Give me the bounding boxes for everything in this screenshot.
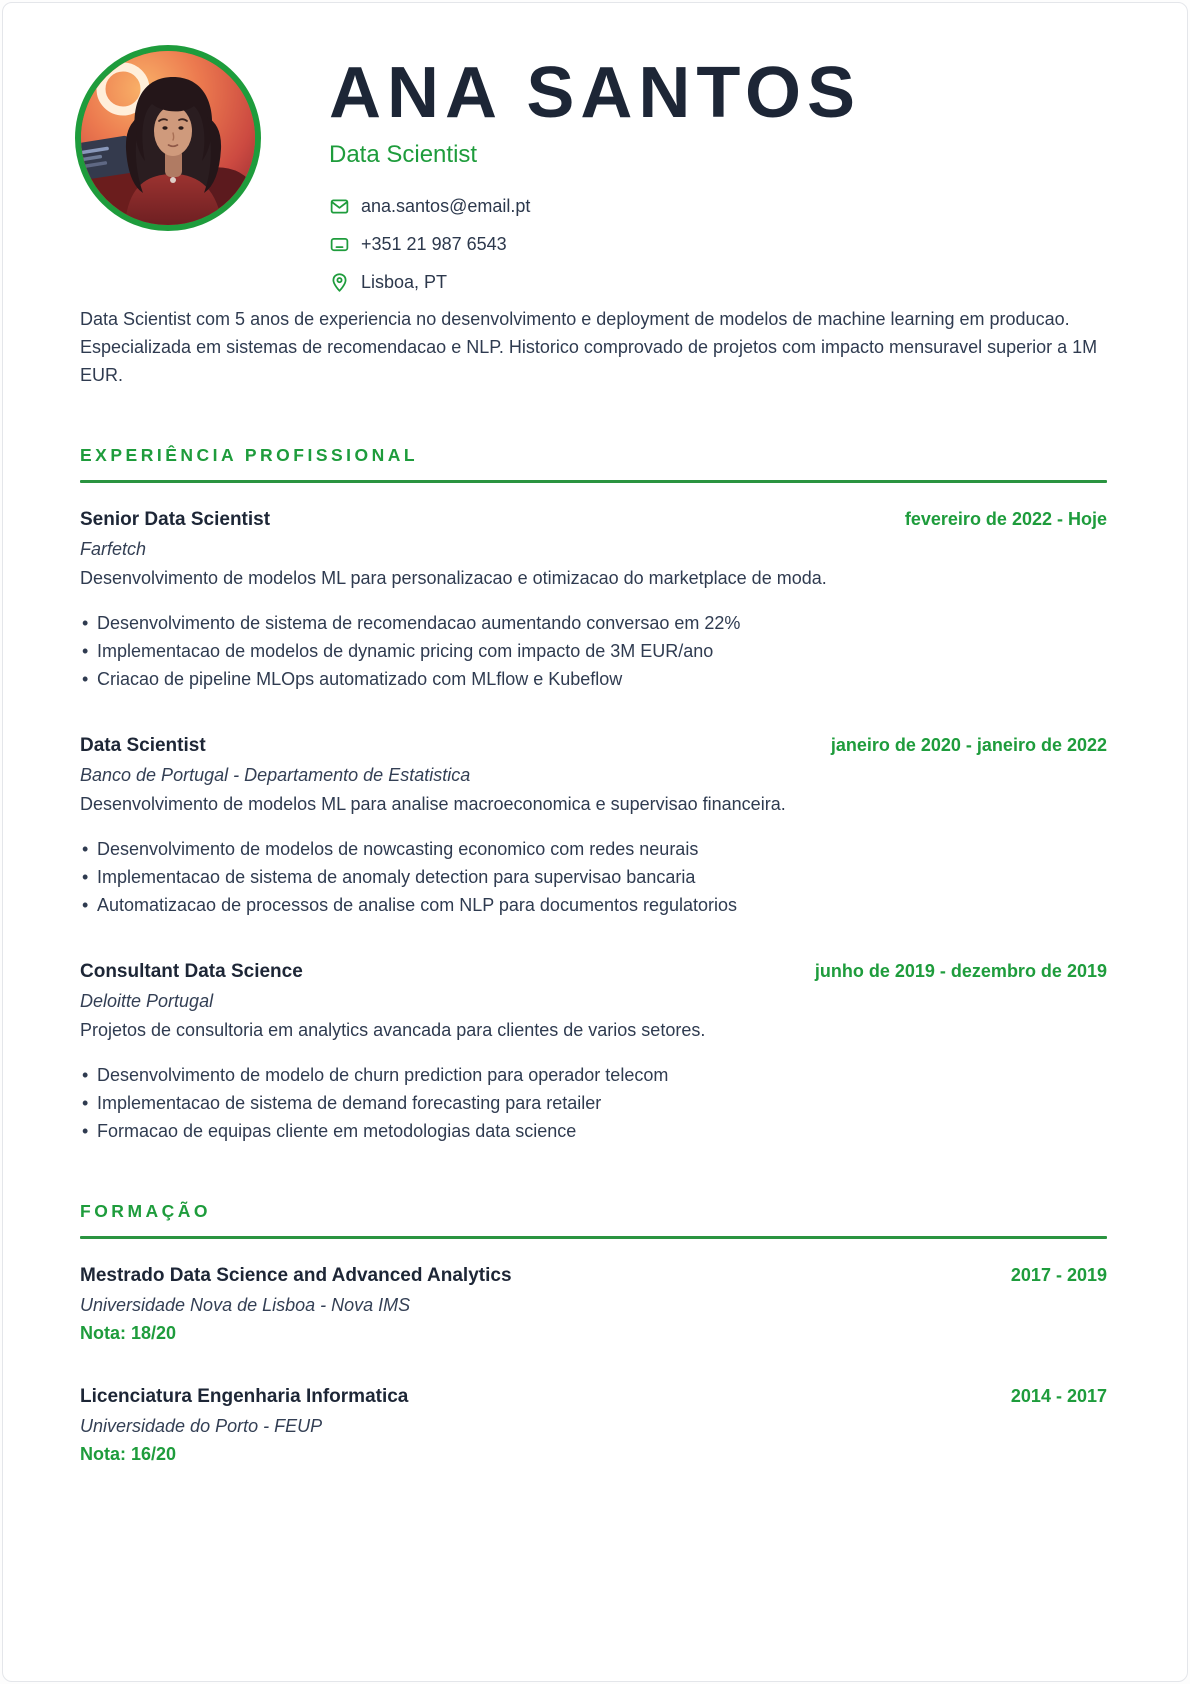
resume-page xyxy=(2,2,1188,1682)
job-bullet-list xyxy=(80,609,1107,693)
job-bullet: • Implementacao de modelos de dynamic pricing com impacto de 3M EUR/ano xyxy=(80,637,1107,665)
job-company: Banco de Portugal - Departamento de Estatistica xyxy=(80,765,471,785)
contact-phone xyxy=(329,234,861,255)
portrait-illustration xyxy=(81,51,255,225)
phone-icon xyxy=(329,234,350,255)
contact-location-text: Lisboa, PT xyxy=(361,272,448,292)
education-entry xyxy=(80,1386,1107,1465)
job-role: Data Scientist xyxy=(80,735,206,756)
email-icon xyxy=(329,196,350,217)
job-entry-head xyxy=(80,961,1107,983)
job-description: Desenvolvimento de modelos ML para personalizacao e otimizacao do marketplace de moda. xyxy=(80,568,827,588)
summary-text: Data Scientist com 5 anos de experiencia no desenvolvimento e deployment de modelos de machine learning em producao. Especializada em sistemas de recomendacao e NLP. Historico comprovado de projetos com impacto mensuravel superior a 1M EUR. xyxy=(80,309,1098,385)
contact-list xyxy=(329,196,861,293)
education-dates: 2017 - 2019 xyxy=(1010,1265,1107,1285)
job-entry xyxy=(80,509,1107,693)
education-entry-head xyxy=(80,1386,1107,1408)
experience-section xyxy=(80,445,1107,1145)
contact-location xyxy=(329,272,861,293)
job-description: Desenvolvimento de modelos ML para analise macroeconomica e supervisao financeira. xyxy=(80,794,786,814)
job-entry xyxy=(80,735,1107,919)
contact-email xyxy=(329,196,861,217)
job-bullet: • Implementacao de sistema de demand forecasting para retailer xyxy=(80,1089,1107,1117)
job-company: Farfetch xyxy=(80,539,147,559)
education-entry xyxy=(80,1265,1107,1344)
job-entry xyxy=(80,961,1107,1145)
job-bullet-list xyxy=(80,835,1107,919)
experience-section-divider xyxy=(80,480,1107,483)
job-bullet: • Desenvolvimento de modelos de nowcasting economico com redes neurais xyxy=(80,835,1107,863)
contact-phone-text: +351 21 987 6543 xyxy=(361,234,507,254)
education-dates: 2014 - 2017 xyxy=(1010,1386,1107,1406)
education-degree: Mestrado Data Science and Advanced Analytics xyxy=(80,1265,512,1286)
job-bullet: • Desenvolvimento de sistema de recomendacao aumentando conversao em 22% xyxy=(80,609,1107,637)
job-bullet: • Formacao de equipas cliente em metodologias data science xyxy=(80,1117,1107,1145)
header-text-block xyxy=(329,45,861,293)
education-grade: Nota: 18/20 xyxy=(80,1323,177,1343)
education-section xyxy=(80,1201,1107,1465)
job-role: Consultant Data Science xyxy=(80,961,303,982)
job-dates: janeiro de 2020 - janeiro de 2022 xyxy=(830,735,1107,755)
job-entry-head xyxy=(80,735,1107,757)
education-grade: Nota: 16/20 xyxy=(80,1444,177,1464)
job-dates: fevereiro de 2022 - Hoje xyxy=(904,509,1107,529)
education-degree: Licenciatura Engenharia Informatica xyxy=(80,1386,409,1407)
job-company: Deloitte Portugal xyxy=(80,991,214,1011)
job-bullet: • Criacao de pipeline MLOps automatizado com MLflow e Kubeflow xyxy=(80,665,1107,693)
education-entry-head xyxy=(80,1265,1107,1287)
education-section-title: FORMAÇÃO xyxy=(80,1201,212,1221)
profile-photo xyxy=(75,45,261,231)
location-icon xyxy=(329,272,350,293)
job-bullet: • Implementacao de sistema de anomaly detection para supervisao bancaria xyxy=(80,863,1107,891)
education-school: Universidade do Porto - FEUP xyxy=(80,1416,323,1436)
education-school: Universidade Nova de Lisboa - Nova IMS xyxy=(80,1295,411,1315)
job-dates: junho de 2019 - dezembro de 2019 xyxy=(814,961,1107,981)
header xyxy=(80,45,1107,293)
name-heading: ANA SANTOS xyxy=(329,53,862,133)
experience-section-title: EXPERIÊNCIA PROFISSIONAL xyxy=(80,445,419,465)
job-bullet: • Automatizacao de processos de analise com NLP para documentos regulatorios xyxy=(80,891,1107,919)
job-description: Projetos de consultoria em analytics avancada para clientes de varios setores. xyxy=(80,1020,706,1040)
headline-job-title: Data Scientist xyxy=(329,141,478,168)
contact-email-text: ana.santos@email.pt xyxy=(361,196,531,216)
job-role: Senior Data Scientist xyxy=(80,509,271,530)
job-bullet-list xyxy=(80,1061,1107,1145)
job-entry-head xyxy=(80,509,1107,531)
job-bullet: • Desenvolvimento de modelo de churn prediction para operador telecom xyxy=(80,1061,1107,1089)
education-section-divider xyxy=(80,1236,1107,1239)
